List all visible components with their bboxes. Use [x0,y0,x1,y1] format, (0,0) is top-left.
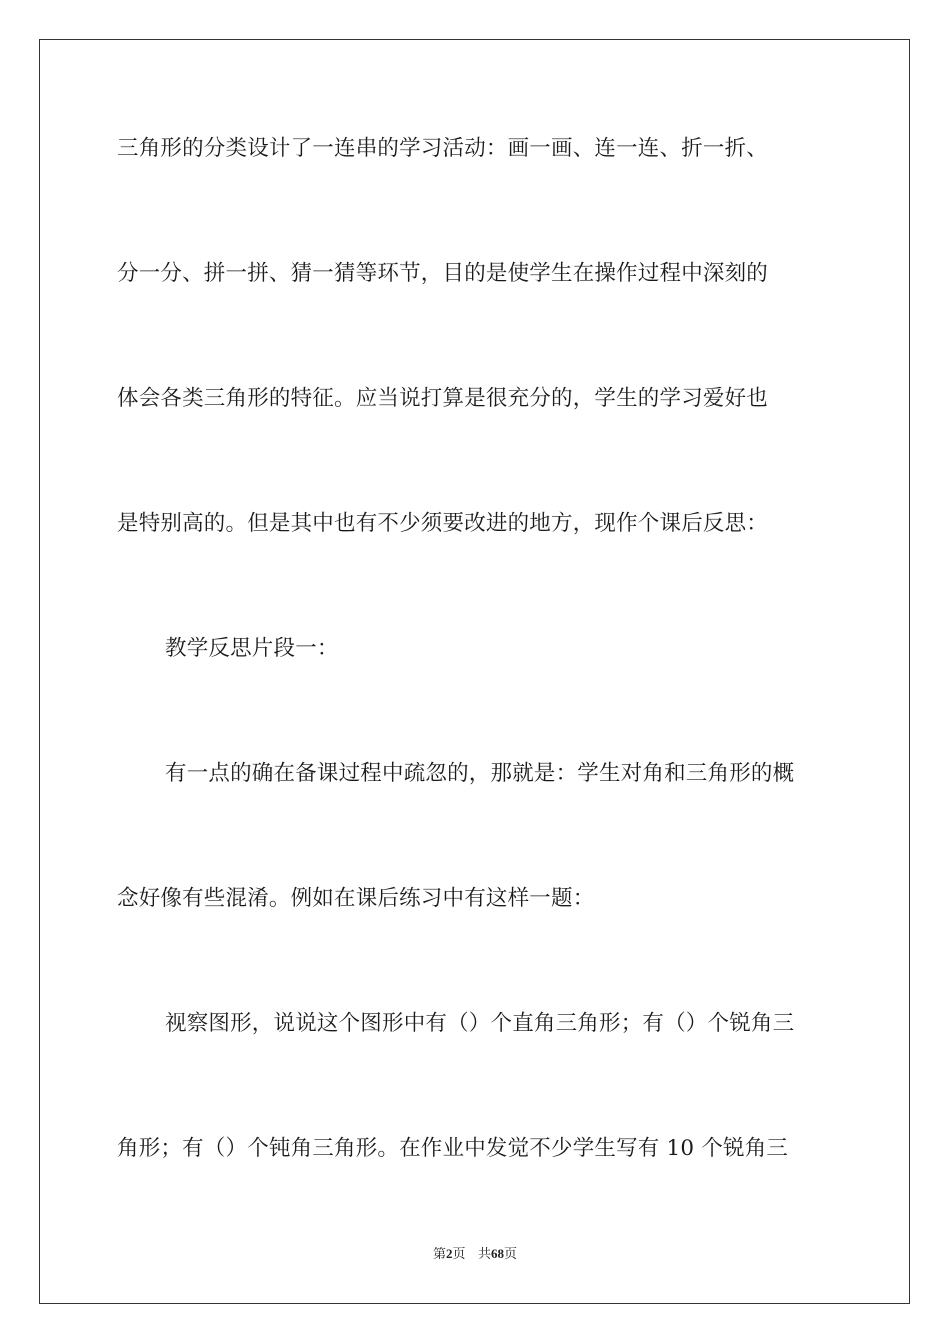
paragraph-line: 角形；有（）个钝角三角形。在作业中发觉不少学生写有 10 个锐角三 [117,1136,789,1161]
paragraph-line: 有一点的确在备课过程中疏忽的，那就是：学生对角和三角形的概 [165,761,795,786]
paragraph-line: 念好像有些混淆。例如在课后练习中有这样一题： [117,886,595,911]
footer-page-number: 2 [446,1246,453,1261]
footer-total-prefix: 共 [477,1247,491,1262]
paragraph-line: 体会各类三角形的特征。应当说打算是很充分的，学生的学习爱好也 [117,386,769,411]
footer-total-suffix: 页 [503,1247,517,1262]
paragraph-line: 三角形的分类设计了一连串的学习活动：画一画、连一连、折一折、 [117,136,769,161]
footer-prefix: 第 [433,1247,447,1262]
page-footer [0,1245,950,1264]
section-heading: 教学反思片段一： [165,636,339,661]
page-border [39,39,910,1304]
paragraph-line: 是特别高的。但是其中也有不少须要改进的地方，现作个课后反思： [117,511,769,536]
footer-total-pages: 68 [490,1246,504,1261]
footer-page-suffix: 页 [452,1247,466,1262]
paragraph-line: 分一分、拼一拼、猜一猜等环节，目的是使学生在操作过程中深刻的 [117,261,769,286]
paragraph-line: 视察图形，说说这个图形中有（）个直角三角形；有（）个锐角三 [165,1011,795,1036]
